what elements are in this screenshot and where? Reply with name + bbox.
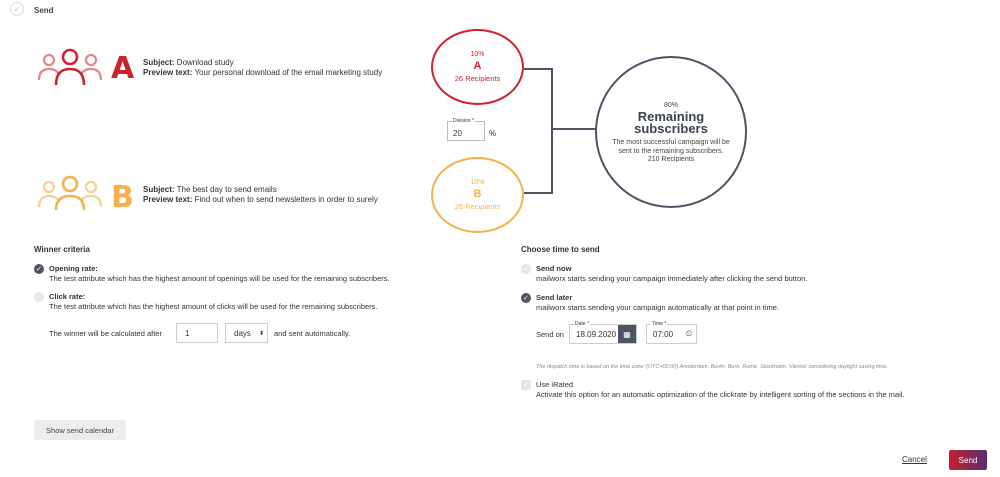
opening-rate-option: Opening rate: The test attribute which has the highest amount of openings will be used for the remaining subscribers. bbox=[49, 264, 390, 283]
irated-checkbox[interactable]: ✓ bbox=[521, 380, 531, 390]
click-rate-option: Click rate: The test attribute which has the highest amount of clicks will be used for the remaining subscribers. bbox=[49, 292, 378, 311]
variant-a-percent: 10% bbox=[470, 51, 485, 58]
send-time-heading: Choose time to send bbox=[521, 245, 600, 254]
check-icon: ✓ bbox=[10, 2, 24, 16]
show-send-calendar-button[interactable]: Show send calendar bbox=[34, 420, 126, 440]
opening-rate-radio[interactable]: ✓ bbox=[34, 264, 44, 274]
variant-b-circle-letter: B bbox=[473, 188, 482, 200]
send-now-option: Send now mailworx starts sending your campaign immediately after clicking the send button. bbox=[536, 264, 808, 283]
variant-b-recipients: 26 Recipients bbox=[454, 202, 501, 211]
calc-before-text: The winner will be calculated after bbox=[49, 329, 162, 338]
variant-a-recipients: 26 Recipients bbox=[454, 74, 501, 83]
send-later-radio[interactable]: ✓ bbox=[521, 293, 531, 303]
timezone-note: The dispatch time is based on the time zone '(UTC+02:00) Amsterdam, Berlin, Bern, Rome, Stockholm, Vienna' considering daylight saving time. bbox=[536, 364, 888, 370]
people-icon-b bbox=[35, 175, 105, 213]
send-later-option: Send later mailworx starts sending your campaign automatically at that point in time. bbox=[536, 293, 780, 312]
clock-icon: ⏲ bbox=[685, 329, 692, 338]
calendar-icon[interactable]: ▦ bbox=[618, 325, 636, 343]
irated-option: Use iRated Activate this option for an automatic optimization of the clickrate by intelligent sorting of the sections in the mail. bbox=[536, 380, 905, 399]
variant-b-circle bbox=[431, 157, 524, 233]
time-input[interactable]: 07:00 ⏲ bbox=[646, 324, 697, 344]
variant-b-letter: B bbox=[111, 180, 134, 215]
select-arrows-icon: ⬍ bbox=[258, 330, 264, 337]
winner-heading: Winner criteria bbox=[34, 245, 90, 254]
variant-a-circle-letter: A bbox=[473, 60, 482, 72]
send-now-radio[interactable]: ✓ bbox=[521, 264, 531, 274]
calc-after-text: and sent automatically. bbox=[274, 329, 351, 338]
remaining-description: The most successful campaign will be sent to the remaining subscribers. bbox=[612, 138, 730, 155]
calc-value-input[interactable]: 1 bbox=[176, 323, 218, 343]
variant-b-subject: Subject: The best day to send emails Preview text: Find out when to send newsletters in order to surely bbox=[143, 185, 378, 204]
division-label: Division * bbox=[453, 118, 474, 124]
connector-lines bbox=[520, 60, 600, 200]
date-input[interactable]: 18.09.2020 ▦ bbox=[569, 324, 637, 344]
division-unit: % bbox=[489, 129, 497, 138]
remaining-recipients: 210 Recipients bbox=[647, 155, 695, 163]
variant-a-letter: A bbox=[111, 51, 135, 86]
date-label: Date * bbox=[575, 321, 589, 327]
variant-a-subject: Subject: Download study Preview text: Your personal download of the email marketing study bbox=[143, 58, 383, 77]
time-label: Time * bbox=[652, 321, 667, 327]
variant-a-circle bbox=[431, 29, 524, 105]
remaining-circle bbox=[595, 56, 747, 208]
variant-b-percent: 10% bbox=[470, 179, 485, 186]
remaining-title: Remaining subscribers bbox=[634, 108, 708, 136]
click-rate-radio[interactable]: ✓ bbox=[34, 292, 44, 302]
page-title: Send bbox=[34, 6, 54, 15]
division-value: 20 bbox=[453, 129, 462, 138]
cancel-button[interactable]: Cancel bbox=[902, 455, 927, 464]
send-button[interactable]: Send bbox=[949, 450, 987, 470]
remaining-percent: 80% bbox=[663, 101, 678, 109]
calc-unit-select[interactable]: days ⬍ bbox=[225, 323, 268, 343]
people-icon-a bbox=[35, 48, 105, 88]
send-on-label: Send on bbox=[536, 330, 564, 339]
